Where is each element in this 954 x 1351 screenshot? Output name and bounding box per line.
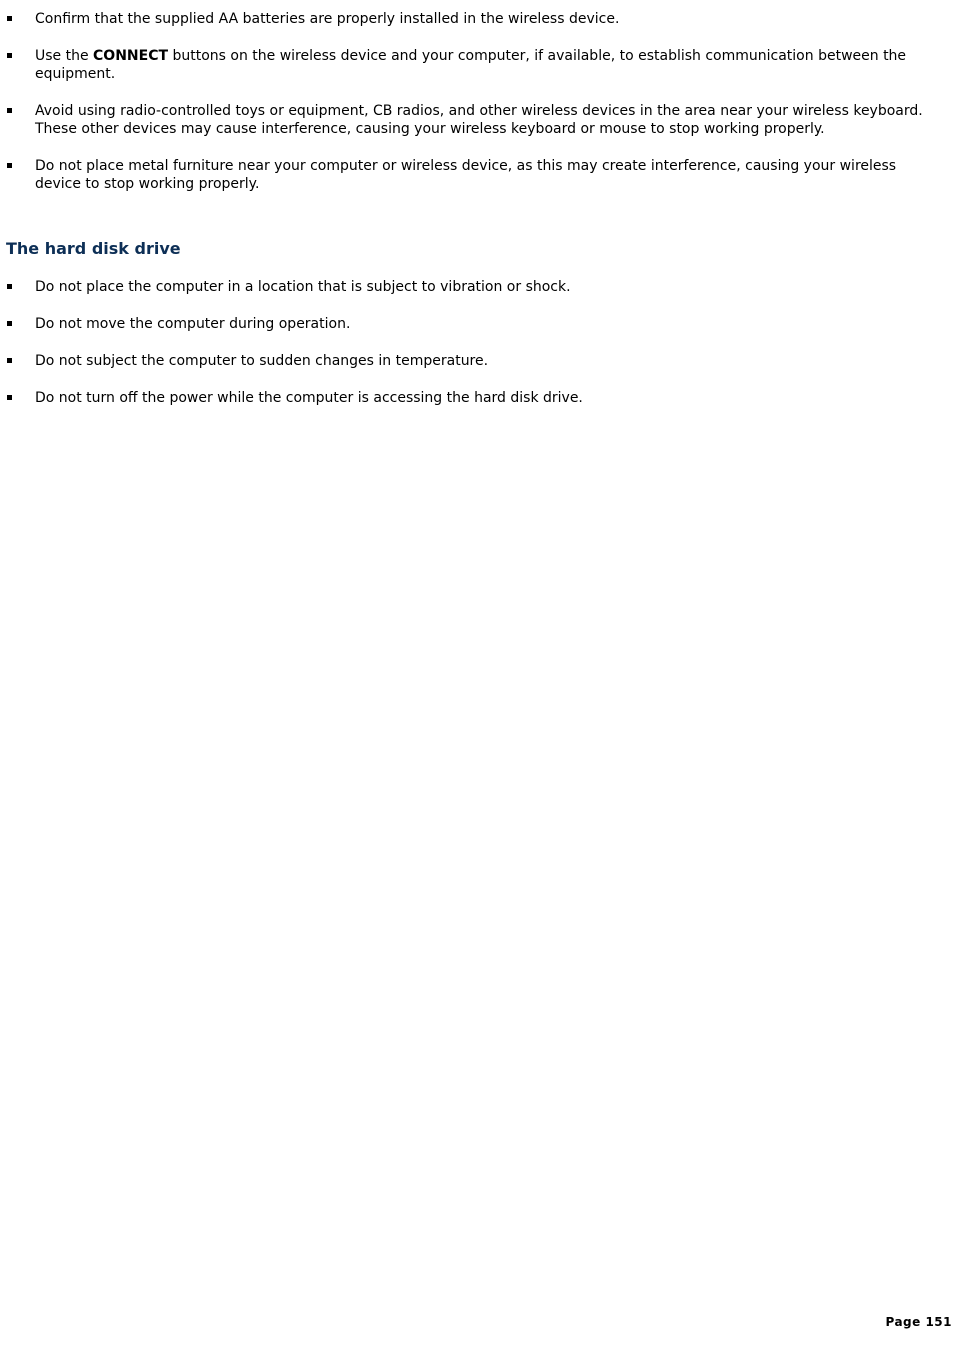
list-item-text: Do not place the computer in a location that is subject to vibration or shock. bbox=[35, 279, 571, 295]
square-bullet-icon bbox=[7, 395, 12, 400]
list-item bbox=[0, 389, 935, 407]
list-item bbox=[0, 157, 935, 193]
square-bullet-icon bbox=[7, 16, 12, 21]
list-item bbox=[0, 10, 935, 28]
square-bullet-icon bbox=[7, 163, 12, 168]
list-item-text: Avoid using radio-controlled toys or equipment, CB radios, and other wireless devices in the area near your wireless keyboard. These other devices may cause interference, causing your wireless keyboard or mouse to stop working properly. bbox=[35, 103, 923, 137]
list-item-text: Do not turn off the power while the computer is accessing the hard disk drive. bbox=[35, 390, 583, 406]
list-item-text: Do not subject the computer to sudden changes in temperature. bbox=[35, 353, 489, 369]
square-bullet-icon bbox=[7, 108, 12, 113]
list-item bbox=[0, 315, 935, 333]
list-item bbox=[0, 102, 935, 138]
list-item-text: Confirm that the supplied AA batteries are properly installed in the wireless device. bbox=[35, 11, 620, 27]
list-item-text-prefix: Use the bbox=[35, 48, 94, 64]
hard-disk-tips-list bbox=[0, 278, 935, 426]
list-item bbox=[0, 352, 935, 370]
square-bullet-icon bbox=[7, 358, 12, 363]
page-number: Page 151 bbox=[885, 1315, 952, 1329]
wireless-tips-list bbox=[0, 10, 935, 212]
square-bullet-icon bbox=[7, 284, 12, 289]
section-heading-hard-disk: The hard disk drive bbox=[6, 239, 181, 258]
list-item-text: Do not move the computer during operation. bbox=[35, 316, 351, 332]
list-item-text-suffix: buttons on the wireless device and your computer, if available, to establish communication between the equipment. bbox=[35, 48, 907, 82]
list-item bbox=[0, 278, 935, 296]
list-item-text: Do not place metal furniture near your computer or wireless device, as this may create interference, causing your wireless device to stop working properly. bbox=[35, 158, 897, 192]
square-bullet-icon bbox=[7, 53, 12, 58]
connect-button-label: CONNECT bbox=[93, 48, 169, 64]
list-item bbox=[0, 47, 935, 83]
square-bullet-icon bbox=[7, 321, 12, 326]
